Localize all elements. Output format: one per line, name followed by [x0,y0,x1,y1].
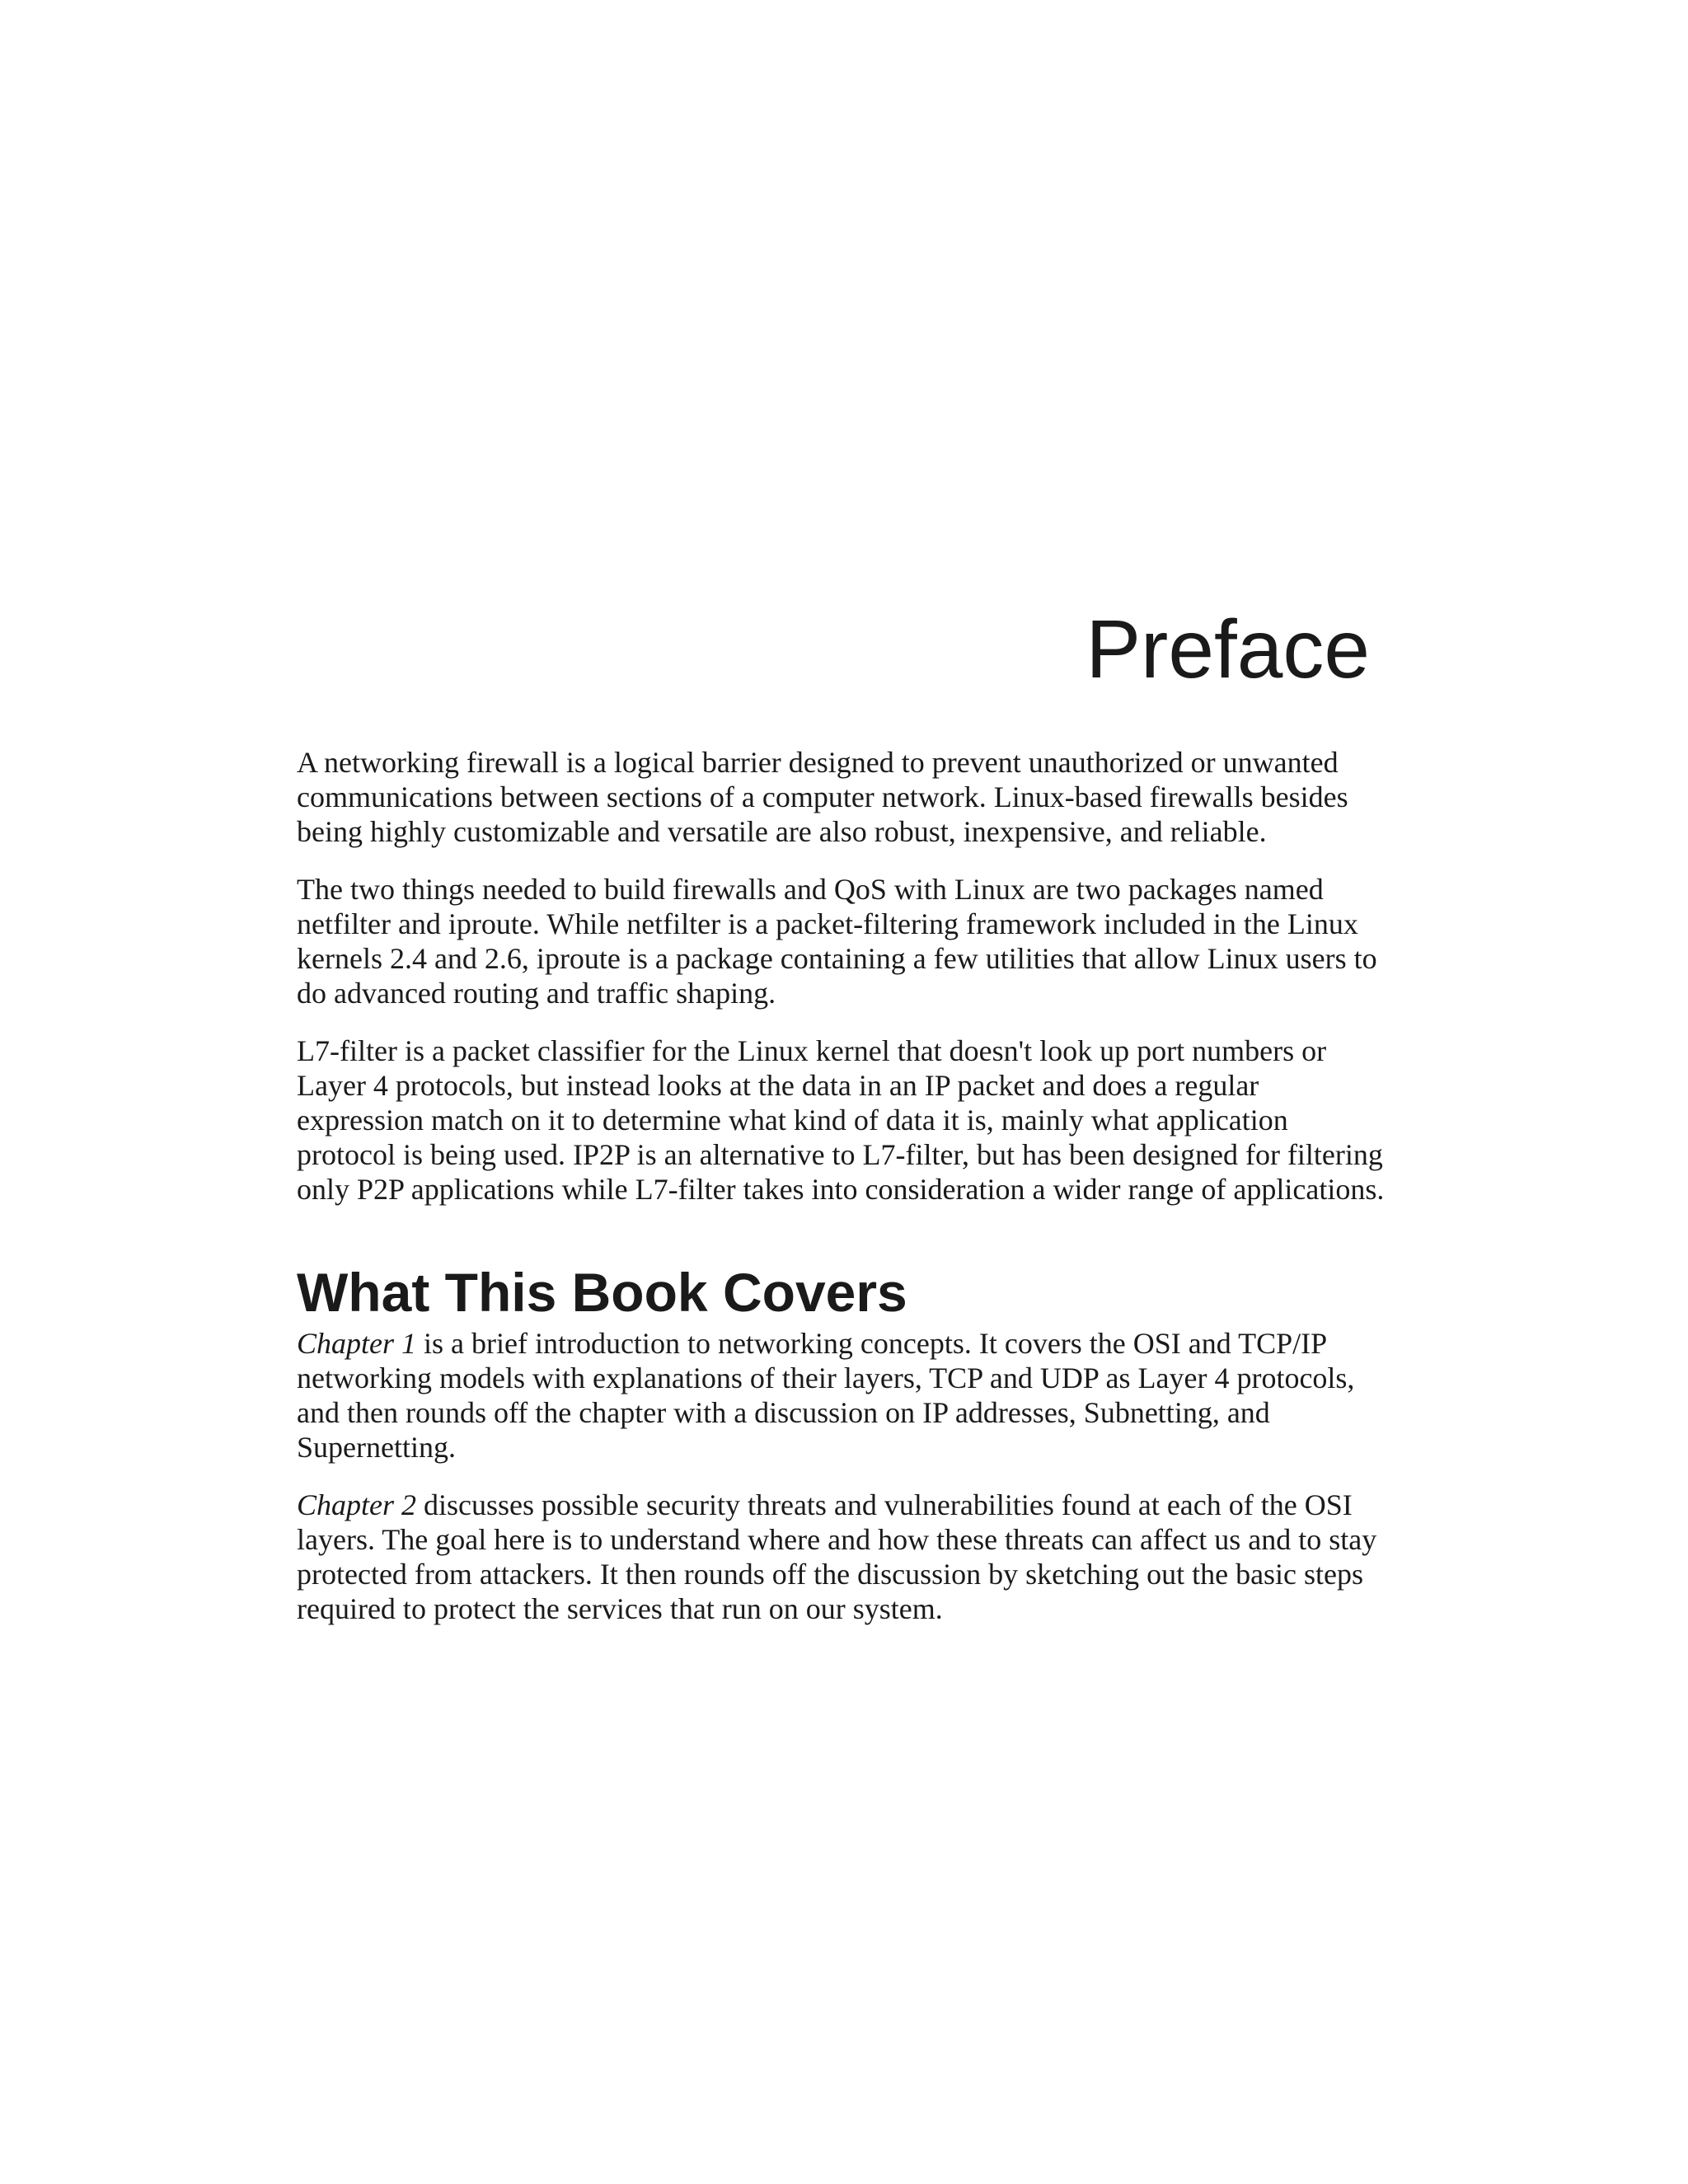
chapter-1-text: is a brief introduction to networking concepts. It covers the OSI and TCP/IP networking models with explanations of their layers, TCP and UDP as Layer 4 protocols, and then rounds off the chapter with a discussion on IP addresses, Subnetting, and Supernetting. [297,1327,1355,1465]
intro-paragraph-3: L7-filter is a packet classifier for the Linux kernel that doesn't look up port numbers or Layer 4 protocols, but instead looks at the data in an IP packet and does a regular expression match on it to determine what kind of data it is, mainly what application protocol is being used. IP2P is an alternative to L7-filter, but has been designed for filtering only P2P applications while L7-filter takes into consideration a wider range of applications. [297,1034,1385,1206]
chapter-2-text: discusses possible security threats and vulnerabilities found at each of the OSI layers. The goal here is to understand where and how these threats can affect us and to stay protected from attackers. It then rounds off the discussion by sketching out the basic steps required to protect the services that run on our system. [297,1488,1377,1626]
chapter-2-label: Chapter 2 [297,1488,417,1522]
chapter-1-summary [297,1326,1385,1465]
chapter-title: Preface [1085,603,1370,696]
chapter-2-summary [297,1488,1385,1626]
section-heading: What This Book Covers [297,1262,907,1323]
intro-paragraph-1: A networking firewall is a logical barrier designed to prevent unauthorized or unwanted communications between sections of a computer network. Linux-based firewalls besides being highly customizable and versatile are also robust, inexpensive, and reliable. [297,746,1348,848]
page-content [297,745,1385,1649]
chapter-1-label: Chapter 1 [297,1327,417,1361]
intro-paragraph-2: The two things needed to build firewalls and QoS with Linux are two packages named netfilter and iproute. While netfilter is a packet-filtering framework included in the Linux kernels 2.4 and 2.6, iproute is a package containing a few utilities that allow Linux users to do advanced routing and traffic shaping. [297,873,1377,1010]
